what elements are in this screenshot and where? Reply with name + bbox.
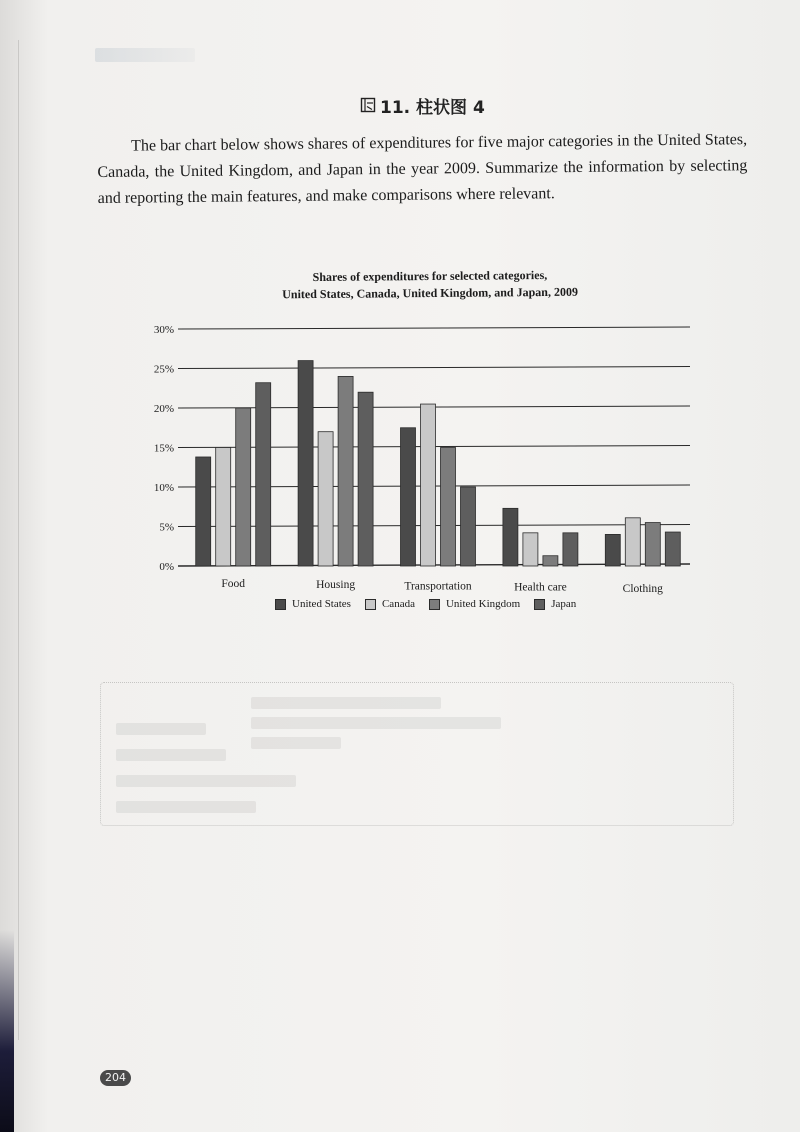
bar-japan	[461, 487, 476, 566]
y-tick-label: 10%	[153, 482, 174, 494]
legend-label: United Kingdom	[445, 598, 521, 610]
ghost-text	[251, 697, 441, 709]
y-tick-label: 0%	[159, 561, 174, 573]
y-tick-label: 30%	[153, 324, 174, 336]
bar-united-kingdom	[338, 376, 353, 566]
x-category-label: Housing	[316, 579, 356, 592]
legend-label: Japan	[551, 598, 577, 610]
section-title-text: 11. 柱状图 4	[380, 97, 485, 118]
bar-japan	[665, 532, 680, 566]
legend-swatch	[429, 599, 440, 610]
x-category-label: Transportation	[404, 580, 472, 593]
bar-united-kingdom	[543, 556, 558, 566]
y-tick-label: 20%	[153, 403, 174, 415]
y-tick-label: 5%	[159, 521, 174, 534]
legend-label: United States	[292, 598, 351, 610]
bar-united-states	[605, 534, 620, 566]
legend-item	[429, 598, 520, 610]
bar-united-kingdom	[645, 523, 660, 566]
y-tick-label: 15%	[153, 442, 174, 455]
x-category-label: Clothing	[622, 582, 663, 595]
gridline	[178, 327, 690, 329]
bar-united-states	[503, 508, 518, 566]
bar-canada	[318, 432, 333, 566]
legend-item	[365, 598, 415, 610]
legend-swatch	[365, 599, 376, 610]
ghost-text	[116, 801, 256, 813]
bar-canada	[421, 404, 436, 566]
bar-canada	[625, 518, 640, 566]
bar-japan	[563, 533, 578, 566]
bar-canada	[216, 448, 231, 567]
ghost-text	[251, 717, 501, 729]
page-number: 204	[100, 1070, 131, 1086]
legend-label: Canada	[381, 598, 415, 610]
bar-canada	[523, 533, 538, 566]
task-prompt-text: The bar chart below shows shares of expenditures for five major categories in the United States, Canada, the United Kingdom, and Japan in the year 2009. Summarize the information by selecting and reporting the main features, and make comparisons where relevant.	[97, 131, 748, 207]
ghost-text	[116, 749, 226, 761]
legend-swatch	[534, 599, 545, 610]
ghost-text	[251, 737, 341, 749]
chart-title-line-1: Shares of expenditures for selected categories,	[312, 267, 548, 285]
bar-japan	[358, 392, 373, 566]
bar-united-kingdom	[441, 448, 456, 567]
ghost-text	[116, 775, 296, 787]
bar-united-states	[401, 428, 416, 566]
bar-japan	[256, 383, 271, 566]
legend-item	[275, 598, 351, 610]
ghost-text	[116, 723, 206, 735]
legend-item	[534, 598, 576, 610]
bar-united-states	[196, 457, 211, 566]
y-tick-label: 25%	[153, 363, 174, 376]
legend-swatch	[275, 599, 286, 610]
vocabulary-box-bleedthrough	[100, 682, 734, 826]
bar-united-states	[298, 361, 313, 566]
bar-united-kingdom	[236, 408, 251, 566]
gridline	[178, 367, 690, 369]
chart-legend	[275, 598, 576, 610]
x-category-label: Food	[221, 578, 246, 590]
x-category-label: Health care	[514, 581, 567, 594]
chart-title-line-2: United States, Canada, United Kingdom, and Japan, 2009	[282, 284, 578, 302]
